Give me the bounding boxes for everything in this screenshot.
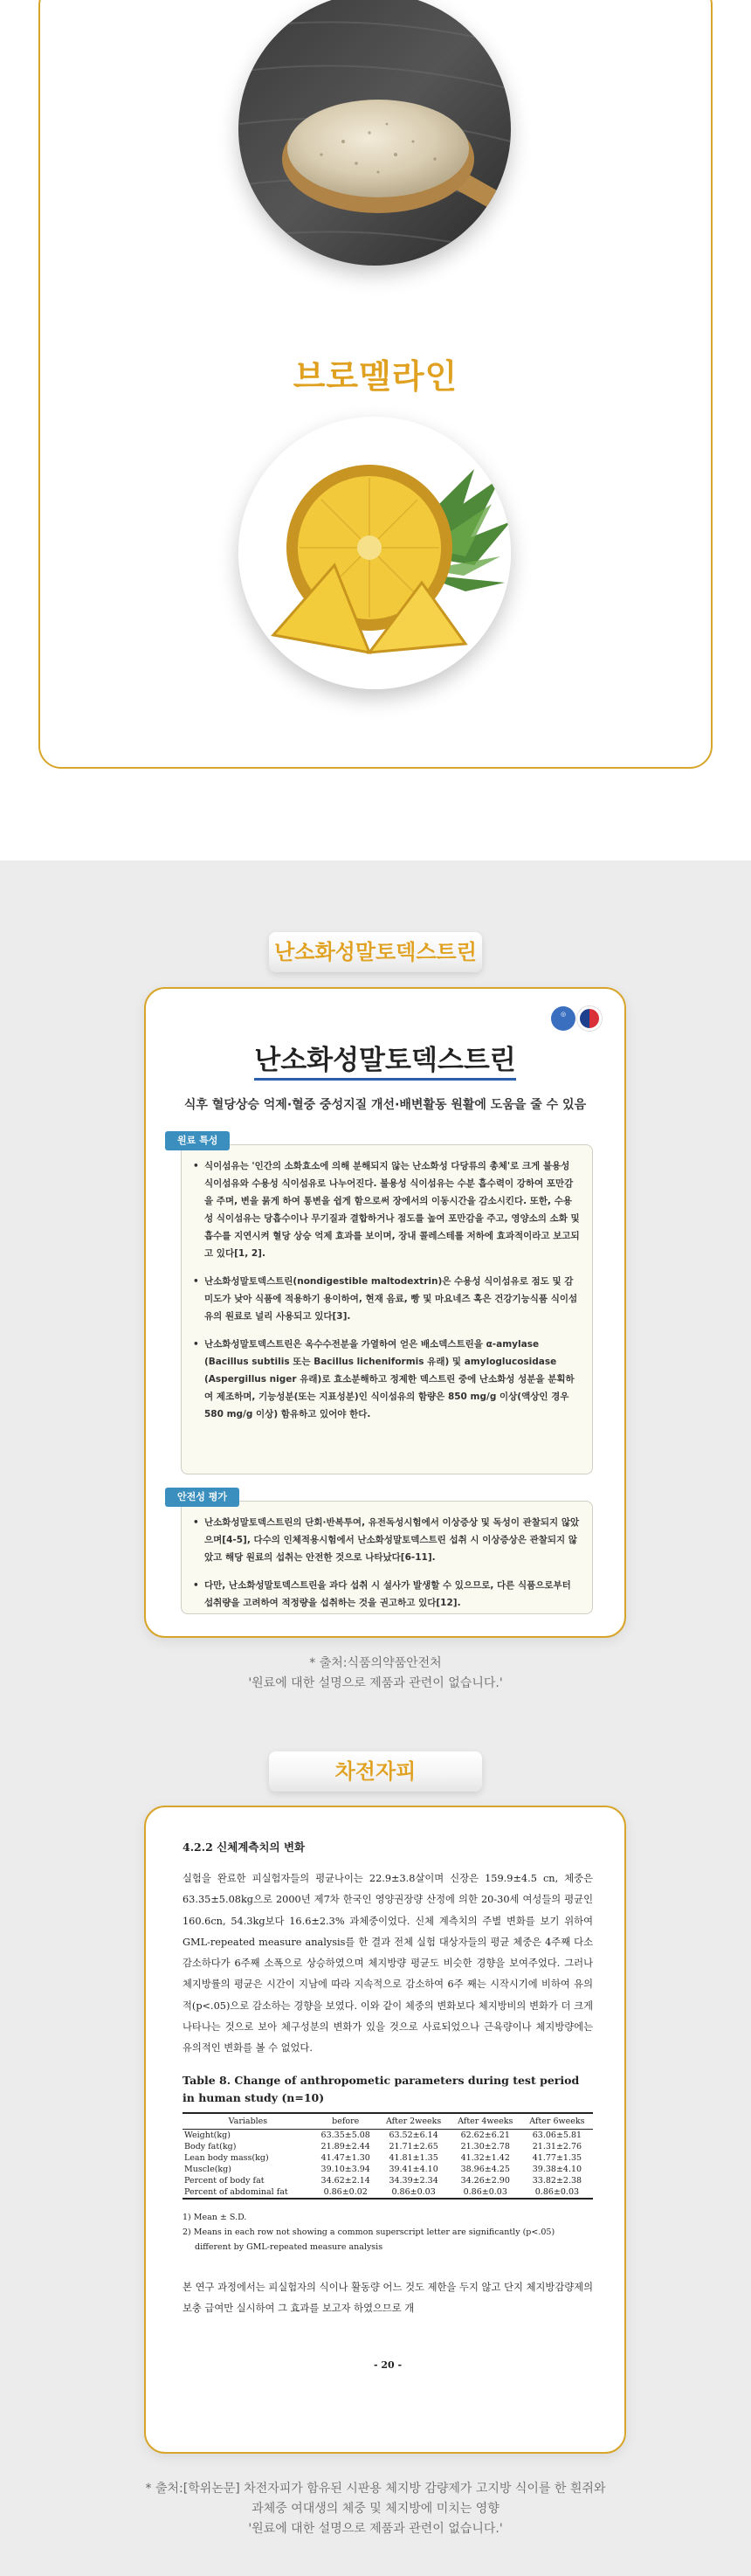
- table-row: [183, 2164, 593, 2175]
- table-cell: 33.82±2.38: [532, 2175, 582, 2186]
- psyllium-thesis-document: [144, 1806, 626, 2454]
- psyllium-label: 차전자피: [269, 1751, 482, 1792]
- table-cell: 63.06±5.81: [532, 2130, 582, 2140]
- evidence-section: [0, 860, 751, 2576]
- caption-line: * 출처:식품의약품안전처: [309, 1656, 442, 1670]
- table-cell: 41.81±1.35: [389, 2152, 438, 2163]
- table-cell: 41.47±1.30: [320, 2152, 370, 2163]
- table-cell: 39.10±3.94: [320, 2164, 370, 2174]
- table-header: Variables: [183, 2113, 313, 2130]
- safety-tag: 안전성 평가: [165, 1488, 239, 1507]
- footnote: 2) Means in each row not showing a common superscript letter are significantly (p<.05): [183, 2227, 555, 2237]
- table-header: After 2weeks: [378, 2113, 450, 2130]
- table-cell: 34.26±2.90: [460, 2175, 510, 2186]
- thesis-heading: 4.2.2 신체계측치의 변화: [183, 1840, 306, 1854]
- pineapple-photo: [238, 417, 511, 689]
- thesis-page: [183, 1828, 593, 2371]
- psyllium-caption: [0, 2479, 751, 2539]
- table-cell: 63.35±5.08: [320, 2130, 370, 2140]
- spoon-powder-photo: [238, 0, 511, 266]
- taegeuk-icon: [577, 1006, 602, 1031]
- table-cell: Percent of body fat: [184, 2175, 265, 2186]
- property-item: • 식이섬유는 '인간의 소화효소에 의해 분해되지 않는 난소화성 다당류의 총체'로 크게 불용성 식이섬유와 수용성 식이섬유로 나누어진다. 불용성 식이섬유는 수분 흡수력이 강하여 포만감을 주며, 변을 묽게 하여 통변을 쉽게 함으로써 장에서의 이동시간을 감소시킨다. 또한, 수용성 식이섬유는 당흡수이나 무기질과 결합하거나 점도를 높여 포만감을 주고, 영양소의 소화 및 흡수를 지연시켜 혈당 상승 억제 효과를 보이며, 장내 콜레스테롤 저하에 효과적이라고 보고되고 있다[1, 2].: [204, 1157, 580, 1262]
- thesis-paragraph: 실험을 완료한 피실험자들의 평균나이는 22.9±3.8살이며 신장은 159.9±4.5 cn, 체중은 63.35±5.08kg으로 2000년 제7차 한국인 영양권장량 산정에 의한 20-30세 여성들의 평균인 160.6cn, 54.3kg보다 16.6±2.3% 과체중이었다. 신체 계측치의 주별 변화를 보기 위하여 GML-repeated measure analysis를 한 결과 전체 실험 대상자들의 평균 체중은 4주째 다소 감소하다가 6주째 소폭으로 상승하였으며 체지방량 평균도 비슷한 경향을 보여주었다. 그러나 체지방률의 평균은 시간이 지남에 따라 지속적으로 감소하여 6주 째는 시작시기에 비하여 유의적(p<.05)으로 감소하는 경향을 보였다. 이와 같이 체중의 변화보다 체지방비의 변화가 더 크게 나타나는 것으로 보아 체구성분의 변화가 있을 것으로 사료되었으나 근육량이나 체지방량에는 유의적인 변화를 볼 수 없었다.: [183, 1873, 593, 2055]
- caption-line: '원료에 대한 설명으로 제품과 관련이 없습니다.': [248, 1676, 503, 1690]
- caption-line: '원료에 대한 설명으로 제품과 관련이 없습니다.': [248, 2522, 503, 2536]
- page-number: - 20 -: [373, 2359, 403, 2372]
- table-cell: 63.52±6.14: [389, 2130, 438, 2140]
- table-title: Table 8. Change of anthropometic parameters during test period in human study (n=10): [183, 2073, 580, 2104]
- ingredient-title: 브로멜라인: [293, 357, 458, 396]
- table-cell: 34.39±2.34: [389, 2175, 438, 2186]
- table-cell: 34.62±2.14: [320, 2175, 370, 2186]
- document-title: [146, 1038, 624, 1077]
- table-cell: 62.62±6.21: [460, 2130, 510, 2140]
- thesis-paragraph: 본 연구 과정에서는 피실험자의 식이나 활동량 어느 것도 제한을 두지 않고 단지 체지방감량제의 보충 급여만 실시하여 그 효과를 보고자 하였으므로 개: [183, 2281, 593, 2314]
- table-cell: Percent of abdominal fat: [183, 2186, 313, 2199]
- properties-tag: 원료 특성: [165, 1131, 230, 1150]
- table-cell: Muscle(kg): [184, 2164, 231, 2174]
- table-cell: 21.30±2.78: [460, 2141, 510, 2151]
- table-header: before: [313, 2113, 378, 2130]
- safety-item: • 다만, 난소화성말토덱스트린을 과다 섭취 시 설사가 발생할 수 있으므로, 다른 식품으로부터 섭취량을 고려하여 적정량을 섭취하는 것을 권고하고 있다[12].: [204, 1577, 580, 1612]
- maltodextrin-caption: [0, 1654, 751, 1694]
- document-subtitle: 식후 혈당상승 억제·혈중 중성지질 개선·배변활동 원활에 도움을 줄 수 있음: [183, 1098, 587, 1112]
- health-logo-icon: ◎: [551, 1006, 575, 1031]
- properties-box: [181, 1144, 593, 1474]
- table-cell: 39.38±4.10: [532, 2164, 582, 2174]
- caption-line: 과체중 여대생의 체중 및 체지방에 미치는 영향: [251, 2502, 500, 2516]
- table-cell: 0.86±0.03: [521, 2186, 593, 2199]
- table-row: [183, 2129, 593, 2141]
- table-row: [183, 2141, 593, 2152]
- safety-box: [181, 1501, 593, 1614]
- property-item: • 난소화성말토덱스트린(nondigestible maltodextrin)은 수용성 식이섬유로 점도 및 감미도가 낮아 식품에 적용하기 용이하여, 현재 음료, 빵 및 마요네즈 혹은 건강기능식품 식이섬유의 원료로 널리 사용되고 있다[3].: [204, 1273, 580, 1325]
- anthropometric-table: [183, 2112, 593, 2200]
- table-row: [183, 2175, 593, 2186]
- table-cell: 39.41±4.10: [389, 2164, 438, 2174]
- table-row: [183, 2152, 593, 2164]
- property-item: • 난소화성말토덱스트린은 옥수수전분을 가열하여 얻은 배소덱스트린을 α-amylase (Bacillus subtilis 또는 Bacillus licheniformis 유래) 및 amyloglucosidase (Aspergillus niger 유래)로 효소분해하고 정제한 덱스트린 중에 난소화성 성분을 분획하여 제조하며, 기능성분(또는 지표성분)인 식이섬유의 함량은 850 mg/g 이상(액상인 경우 580 mg/g 이상) 함유하고 있어야 한다.: [204, 1336, 580, 1423]
- maltodextrin-label: 난소화성말토덱스트린: [269, 932, 482, 972]
- table-cell: Weight(kg): [184, 2130, 231, 2140]
- pineapple-illustration: [238, 417, 511, 689]
- bromelain-section: [0, 0, 751, 860]
- table-cell: 21.31±2.76: [532, 2141, 582, 2151]
- table-header: After 6weeks: [521, 2113, 593, 2130]
- table-cell: 41.77±1.35: [532, 2152, 582, 2163]
- table-row: [183, 2186, 593, 2199]
- maltodextrin-document: [144, 987, 626, 1638]
- table-cell: 21.89±2.44: [320, 2141, 370, 2151]
- table-cell: 38.96±4.25: [460, 2164, 510, 2174]
- footnote: 1) Mean ± S.D.: [183, 2212, 247, 2222]
- table-cell: 0.86±0.02: [313, 2186, 378, 2199]
- table-cell: 21.71±2.65: [389, 2141, 438, 2151]
- table-footnotes: [183, 2210, 593, 2255]
- table-cell: 0.86±0.03: [450, 2186, 521, 2199]
- table-cell: Body fat(kg): [184, 2141, 237, 2151]
- spoon-powder-illustration: [238, 0, 511, 266]
- footnote: different by GML-repeated measure analysis: [195, 2241, 383, 2252]
- safety-item: • 난소화성말토덱스트린의 단회·반복투여, 유전독성시험에서 이상증상 및 독성이 관찰되지 않았으며[4-5], 다수의 인체적용시험에서 난소화성말토덱스트린 섭취 시 이상증상은 관찰되지 않았고 해당 원료의 섭취는 안전한 것으로 나타났다[6-11].: [204, 1514, 580, 1566]
- table-cell: Lean body mass(kg): [184, 2152, 269, 2163]
- caption-line: * 출처:[학위논문] 차전자피가 함유된 시판용 체지방 감량제가 고지방 식이를 한 흰쥐와: [145, 2482, 606, 2496]
- table-cell: 0.86±0.03: [378, 2186, 450, 2199]
- table-header: After 4weeks: [450, 2113, 521, 2130]
- document-title-text: 난소화성말토덱스트린: [254, 1045, 515, 1081]
- table-cell: 41.32±1.42: [460, 2152, 510, 2163]
- ministry-logo: [551, 1006, 602, 1032]
